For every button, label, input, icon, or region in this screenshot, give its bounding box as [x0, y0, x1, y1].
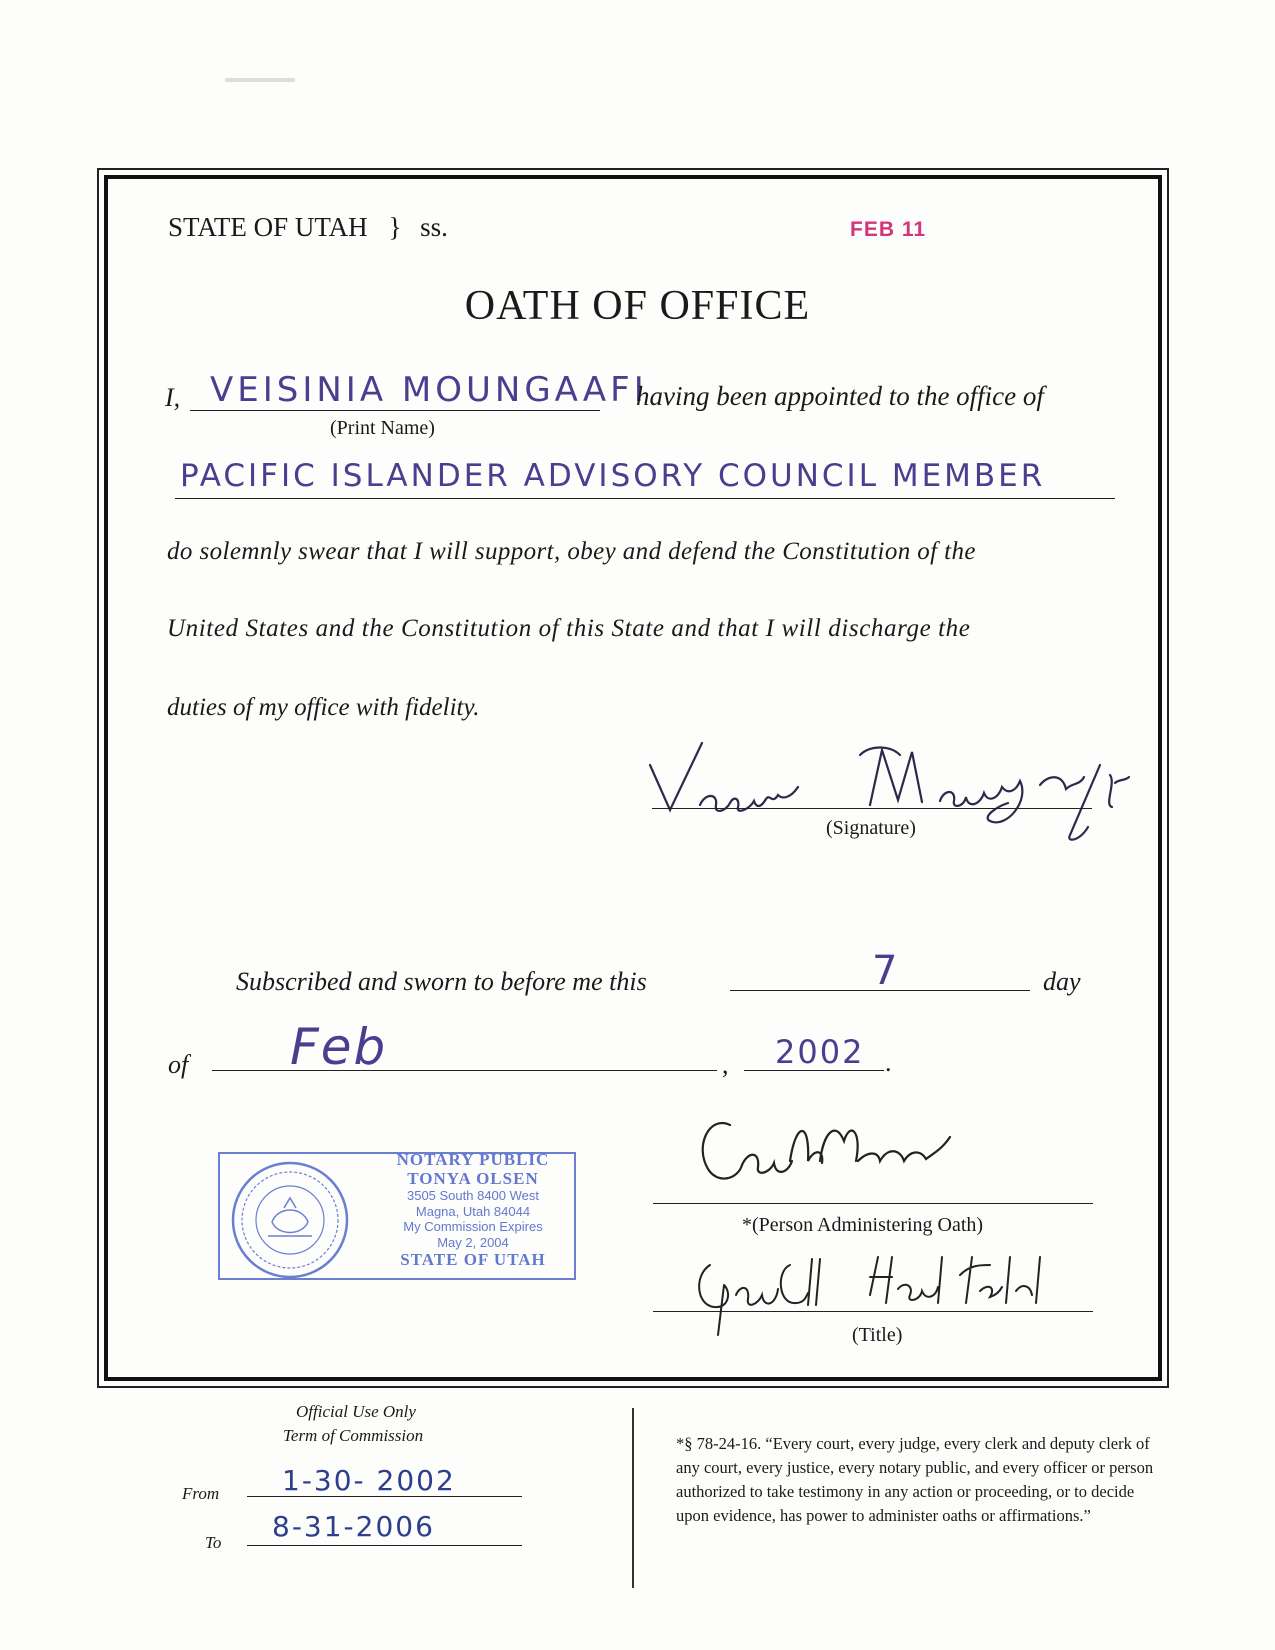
from-label: From [182, 1484, 220, 1503]
to-line [247, 1545, 522, 1546]
office-line [175, 498, 1115, 499]
office-title: PACIFIC ISLANDER ADVISORY COUNCIL MEMBER [180, 458, 1046, 494]
official-use-heading: Official Use Only [296, 1402, 416, 1421]
year-value: 2002 [775, 1033, 865, 1071]
scan-smudge [225, 78, 295, 82]
oath-body-line-1: do solemnly swear that I will support, obey and defend the Constitution of the [167, 538, 976, 565]
title-line [653, 1311, 1093, 1312]
administering-signature [690, 1095, 1030, 1205]
notary-line-5: My Commission Expires [403, 1219, 543, 1234]
subscribed-text: Subscribed and sworn to before me this [236, 967, 647, 996]
notary-line-7: STATE OF UTAH [400, 1250, 546, 1269]
administering-label: *(Person Administering Oath) [742, 1214, 984, 1236]
name-line [190, 410, 600, 411]
of-label: of [168, 1050, 189, 1079]
to-label: To [205, 1533, 222, 1552]
day-value: 7 [872, 948, 902, 994]
received-stamp-marks [930, 218, 1030, 248]
signature-line [652, 808, 1092, 809]
period: . [885, 1048, 892, 1077]
notary-line-1: NOTARY PUBLIC [396, 1150, 550, 1169]
signature-label: (Signature) [826, 817, 916, 839]
notary-line-4: Magna, Utah 84044 [415, 1203, 531, 1219]
state-label: STATE OF UTAH [168, 212, 368, 242]
section-divider [632, 1408, 634, 1588]
received-stamp: FEB 11 [850, 218, 927, 241]
notary-line-3: 3505 South 8400 West [406, 1188, 540, 1203]
month-line [212, 1070, 717, 1071]
from-date-value: 1-30- 2002 [282, 1464, 456, 1497]
title-label: (Title) [852, 1324, 903, 1346]
i-label: I, [165, 383, 181, 412]
term-of-commission-heading: Term of Commission [283, 1426, 424, 1445]
brace: } [388, 212, 402, 242]
comma: , [722, 1050, 729, 1079]
day-label: day [1043, 967, 1081, 996]
month-value: Feb [290, 1018, 388, 1076]
statute-text: *§ 78-24-16. “Every court, every judge, every clerk and deputy clerk of any court, every justice, every notary public, and every officer or person authorized to take testimony in any action or proceeding, or to decide upon evidence, has power to administer oaths or affirmations.” [676, 1434, 1154, 1525]
notary-line-6: May 2, 2004 [437, 1234, 509, 1250]
appointed-text: having been appointed to the office of [636, 381, 1044, 411]
document-title: OATH OF OFFICE [464, 283, 811, 329]
oath-body-line-3: duties of my office with fidelity. [167, 694, 480, 721]
print-name-label: (Print Name) [330, 417, 435, 439]
notary-stamp-text [368, 1150, 578, 1269]
ss-label: ss. [420, 212, 448, 242]
printed-name: VEISINIA MOUNGAAFI [210, 370, 648, 410]
administering-line [653, 1203, 1093, 1204]
oath-body-line-2: United States and the Constitution of this State and that I will discharge the [167, 615, 971, 642]
state-seal-icon [228, 1160, 352, 1280]
state-heading [168, 212, 448, 243]
to-date-value: 8-31-2006 [272, 1510, 435, 1543]
notary-line-2: TONYA OLSEN [407, 1169, 539, 1188]
